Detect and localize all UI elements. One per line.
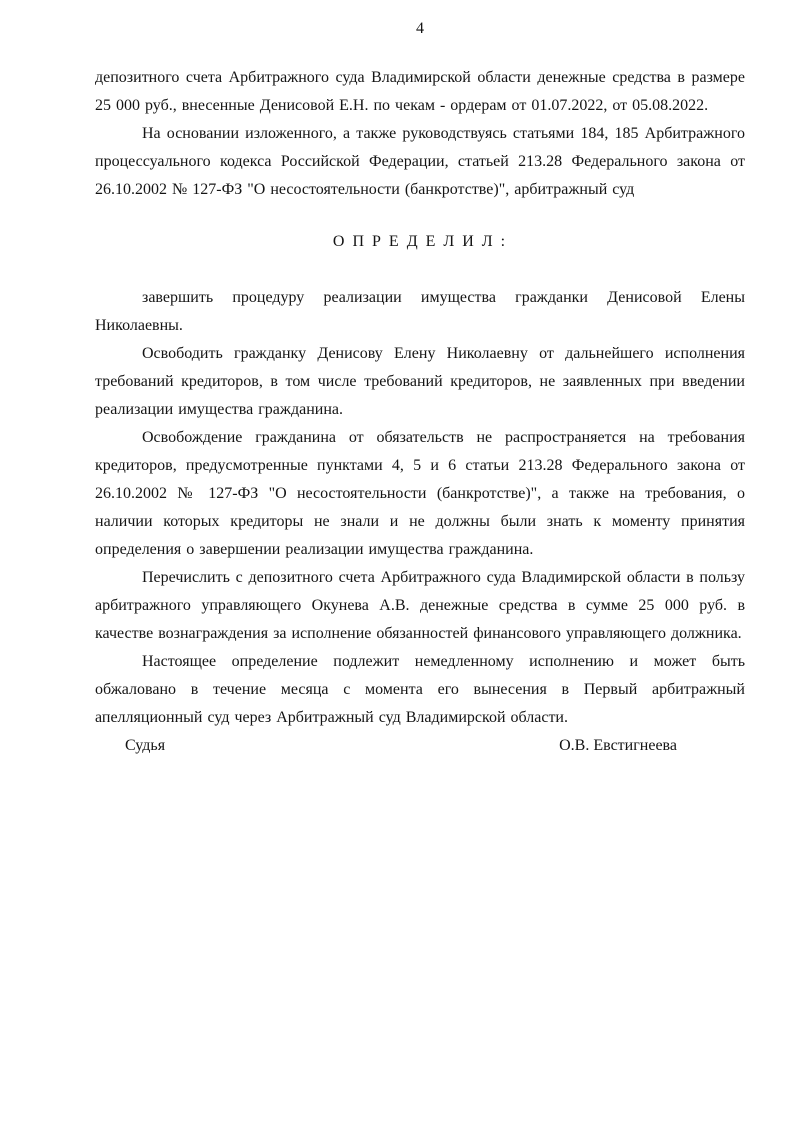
- signature-row: [95, 732, 745, 760]
- signature-role: Судья: [125, 737, 166, 754]
- ruling-paragraph: Перечислить с депозитного счета Арбитражного суда Владимирской области в пользу арбитражного управляющего Окунева А.В. денежные средства в сумме 25 000 руб. в качестве вознаграждения за исполнение обязанностей финансового управляющего должника.: [95, 569, 745, 642]
- paragraph-legal-basis: На основании изложенного, а также руководствуясь статьями 184, 185 Арбитражного процессуального кодекса Российской Федерации, статьей 213.28 Федерального закона от 26.10.2002 № 127-ФЗ "О несостоятельности (банкротстве)", арбитражный суд: [95, 125, 745, 198]
- ruling-paragraph: Освободить гражданку Денисову Елену Николаевну от дальнейшего исполнения требований кредиторов, в том числе требований кредиторов, не заявленных при введении реализации имущества гражданина.: [95, 345, 745, 418]
- signature-name: О.В. Евстигнеева: [559, 737, 677, 754]
- ruling-heading: О П Р Е Д Е Л И Л :: [332, 233, 508, 250]
- ruling-paragraph: Настоящее определение подлежит немедленному исполнению и может быть обжаловано в течение месяца с момента его вынесения в Первый арбитражный апелляционный суд через Арбитражный суд Владимирской области.: [95, 653, 745, 726]
- ruling-paragraph: Освобождение гражданина от обязательств не распространяется на требования кредиторов, предусмотренные пунктами 4, 5 и 6 статьи 213.28 Федерального закона от 26.10.2002 № 127-ФЗ "О несостоятельности (банкротстве)", а также на требования, о наличии которых кредиторы не знали и не должны были знать к моменту принятия определения о завершении реализации имущества гражданина.: [95, 429, 745, 558]
- page-number: 4: [416, 20, 424, 37]
- ruling-paragraph: завершить процедуру реализации имущества гражданки Денисовой Елены Николаевны.: [95, 289, 745, 334]
- paragraph-continuation: депозитного счета Арбитражного суда Владимирской области денежные средства в размере 25 000 руб., внесенные Денисовой Е.Н. по чекам - ордерам от 01.07.2022, от 05.08.2022.: [95, 69, 745, 114]
